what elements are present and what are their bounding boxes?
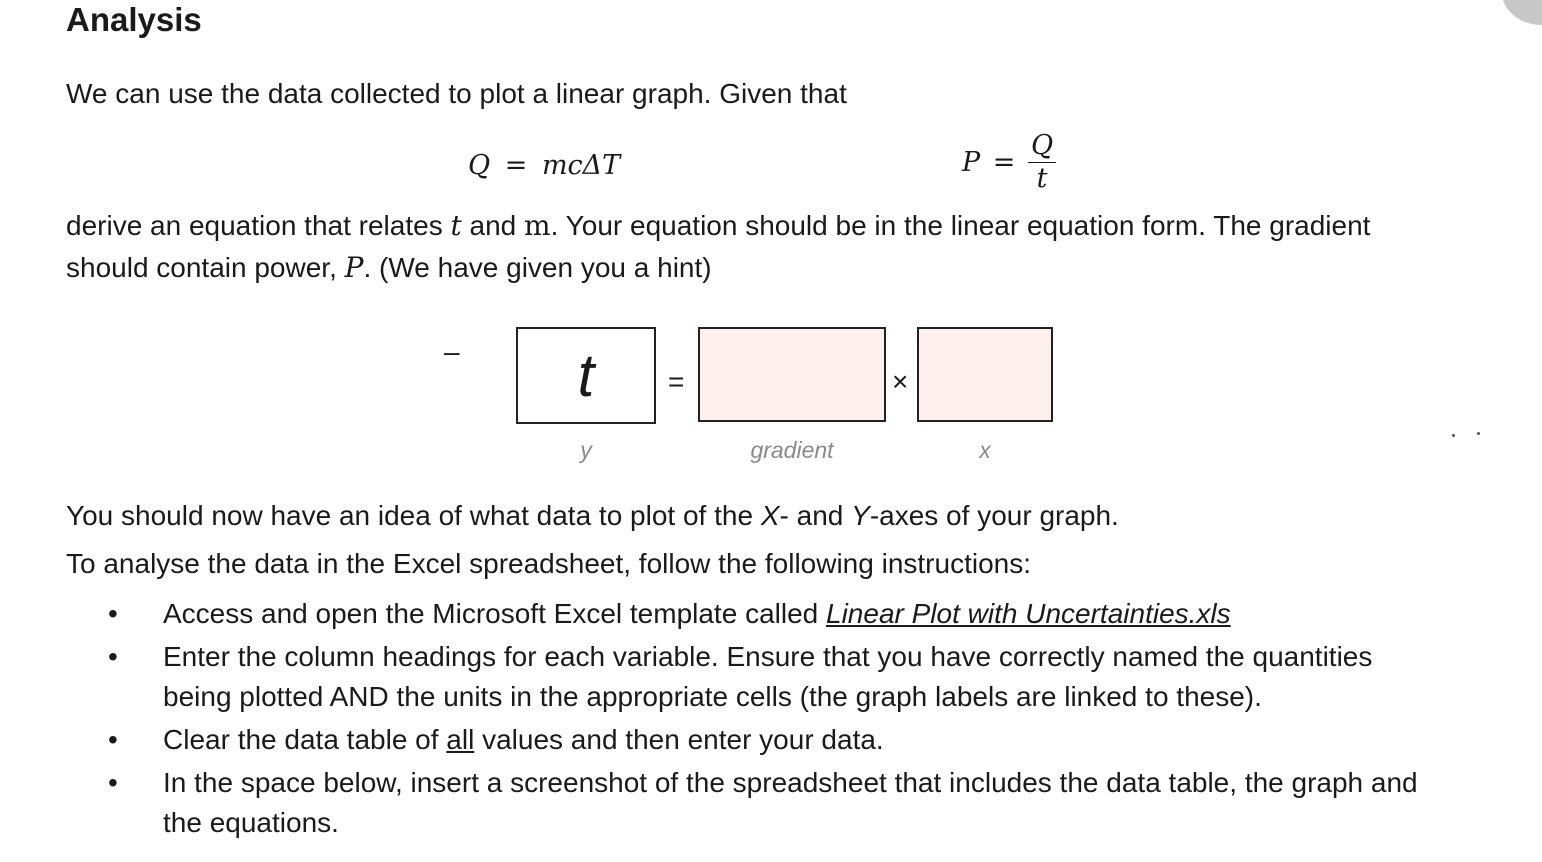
equation-heat [468,150,620,181]
stray-dot-1 [1452,434,1455,437]
eq2-fraction [1028,130,1056,195]
eq2-numerator: Q [1028,130,1056,163]
excel-template-link[interactable]: Linear Plot with Uncertainties.xls [826,598,1231,629]
axes-text-2: - and [779,500,852,531]
derive-text-3: . Your equation should be in the linear equation form. The gradient [550,210,1371,241]
derive-text-2: and [461,210,525,241]
item1-text: Access and open the Microsoft Excel template called [163,598,827,629]
eq1-rhs: mcΔT [541,150,621,181]
derive-text-5: . (We have given you a hint) [363,252,712,283]
item3-text-2: values and then enter your data. [474,724,884,755]
x-input-box[interactable] [917,327,1053,422]
var-p: P [344,251,364,284]
axes-text-1: You should now have an idea of what data to plot of the [66,500,761,531]
x-caption: x [979,437,991,463]
eq2-equals: = [992,147,1016,178]
axes-y: Y [851,500,870,531]
equals-sign: = [668,366,685,397]
list-item [108,720,1448,760]
axes-text-3: -axes of your graph. [869,500,1119,531]
list-item: • In the space below, insert a screenshot of the spreadsheet that includes the data table, the graph and the equations. [108,763,1448,843]
eq1-equals: = [504,150,528,181]
derive-line-2 [66,247,712,288]
axes-paragraph [66,495,1119,536]
item3-underlined: all [446,724,475,755]
hint-dash: – [444,336,460,367]
derive-text-4: should contain power, [66,252,345,283]
eq2-denominator: t [1036,163,1048,194]
eq1-lhs: Q [468,150,491,181]
item3-text-1: Clear the data table of [163,724,447,755]
derive-text-1: derive an equation that relates [66,210,451,241]
list-item: • Enter the column headings for each variable. Ensure that you have correctly named the quantities being plotted AND the units in the appropriate cells (the graph labels are linked to these). [108,637,1448,717]
gradient-input-box[interactable] [698,327,886,422]
y-box: t [516,327,656,424]
stray-dot-2 [1477,432,1480,435]
var-m: m [524,209,551,242]
derive-line-1 [66,205,1370,246]
times-sign: × [892,366,909,397]
instructions-list [108,594,1448,846]
axes-x: X [760,500,780,531]
instructions-intro: To analyse the data in the Excel spreadsheet, follow the following instructions: [66,548,1032,579]
intro-paragraph: We can use the data collected to plot a linear graph. Given that [66,78,847,109]
corner-button[interactable] [1502,0,1542,25]
gradient-caption: gradient [750,437,834,463]
section-heading: Analysis [66,1,202,38]
list-item [108,594,1448,634]
y-caption: y [580,437,592,463]
eq2-lhs: P [962,147,981,178]
var-t: t [450,209,462,242]
equation-power [962,130,1056,195]
